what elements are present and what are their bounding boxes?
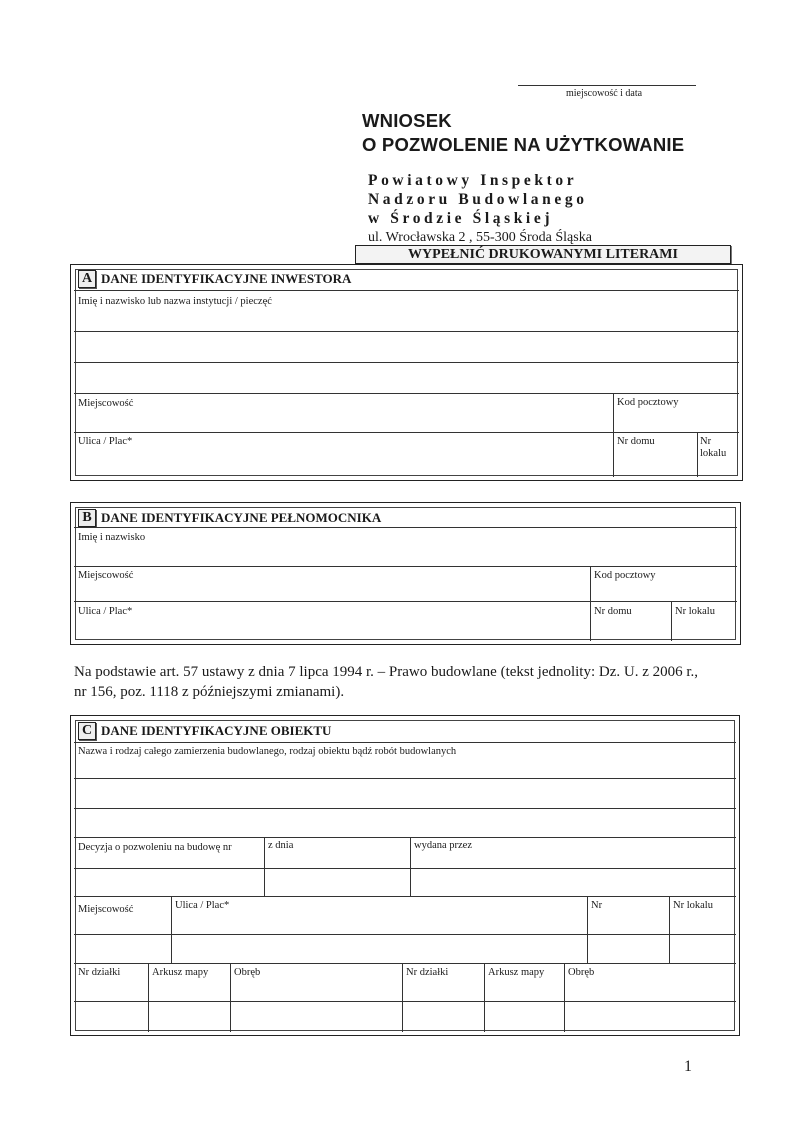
object-street-field[interactable]	[172, 897, 587, 963]
proxy-street-field[interactable]	[74, 602, 590, 641]
object-apt-no-label: Nr lokalu	[673, 900, 713, 911]
proxy-city-label: Miejscowość	[78, 570, 134, 581]
precinct-label-2: Obręb	[568, 967, 595, 978]
place-date-label: miejscowość i data	[566, 88, 643, 99]
investor-postal-field[interactable]	[614, 394, 739, 431]
map-sheet-label: Arkusz mapy	[152, 967, 209, 978]
investor-street-label: Ulica / Plac*	[78, 436, 133, 447]
address-mid-line	[74, 934, 736, 935]
authority-line3: w Środzie Śląskiej	[368, 210, 554, 227]
map-sheet-field[interactable]	[149, 964, 230, 1032]
page-number: 1	[684, 1058, 692, 1075]
map-sheet-label-2: Arkusz mapy	[488, 967, 545, 978]
project-line-1	[74, 778, 736, 779]
proxy-apt-no-field[interactable]	[672, 602, 737, 641]
investor-postal-label: Kod pocztowy	[617, 397, 679, 408]
object-no-label: Nr	[591, 900, 603, 911]
project-line-2	[74, 808, 736, 809]
object-apt-no-field[interactable]	[670, 897, 736, 963]
investor-name-line-2	[74, 362, 739, 363]
plot-no-label: Nr działki	[78, 967, 121, 978]
object-no-field[interactable]	[588, 897, 669, 963]
decision-mid-line	[74, 868, 736, 869]
investor-street-field[interactable]	[74, 433, 613, 477]
proxy-apt-no-label: Nr lokalu	[675, 606, 715, 617]
proxy-name-label: Imię i nazwisko	[78, 532, 146, 543]
instruction-banner: WYPEŁNIĆ DRUKOWANYMI LITERAMI	[355, 245, 731, 264]
authority-line1: Powiatowy Inspektor	[368, 172, 578, 189]
form-title-line1: WNIOSEK	[362, 110, 452, 131]
object-city-field[interactable]	[74, 897, 171, 963]
plot-mid-line	[74, 1001, 736, 1002]
form-title-line2: O POZWOLENIE NA UŻYTKOWANIE	[362, 134, 685, 155]
precinct-field-2[interactable]	[565, 964, 736, 1032]
proxy-street-label: Ulica / Plac*	[78, 606, 133, 617]
authority-street: ul. Wrocławska 2 , 55-300 Środa Śląska	[368, 230, 592, 245]
precinct-label: Obręb	[234, 967, 261, 978]
proxy-city-field[interactable]	[74, 567, 590, 601]
investor-name-label: Imię i nazwisko lub nazwa instytucji / pieczęć	[78, 296, 272, 307]
plot-no-label-2: Nr działki	[406, 967, 449, 978]
investor-name-line-1	[74, 331, 739, 332]
proxy-postal-label: Kod pocztowy	[594, 570, 656, 581]
section-c-title: DANE IDENTYFIKACYJNE OBIEKTU	[101, 723, 332, 738]
section-a-title: DANE IDENTYFIKACYJNE INWESTORA	[101, 271, 352, 286]
section-c-letter: C	[78, 722, 96, 740]
map-sheet-field-2[interactable]	[485, 964, 564, 1032]
plot-no-field[interactable]	[74, 964, 148, 1032]
investor-apt-no-field[interactable]	[698, 433, 739, 477]
project-field[interactable]	[74, 743, 736, 837]
authority-line2: Nadzoru Budowlanego	[368, 191, 588, 208]
section-b-letter: B	[78, 509, 96, 527]
legal-basis-text: Na podstawie art. 57 ustawy z dnia 7 lipca 1994 r. – Prawo budowlane (tekst jednolity: Dz. U. z 2006 r., nr 156, poz. 1118 z późniejszymi zmianami).	[74, 664, 699, 700]
investor-house-no-label: Nr domu	[617, 436, 655, 447]
plot-no-field-2[interactable]	[403, 964, 484, 1032]
investor-name-field[interactable]	[74, 291, 739, 393]
proxy-name-field[interactable]	[74, 528, 737, 566]
section-b-title: DANE IDENTYFIKACYJNE PEŁNOMOCNIKA	[101, 510, 382, 525]
decision-field[interactable]	[74, 838, 264, 896]
investor-city-field[interactable]	[74, 394, 613, 431]
precinct-field[interactable]	[231, 964, 402, 1032]
proxy-house-no-field[interactable]	[591, 602, 671, 641]
issued-by-label: wydana przez	[414, 840, 473, 851]
investor-apt-no-label-line1: Nr	[700, 436, 712, 447]
investor-house-no-field[interactable]	[614, 433, 697, 477]
decision-label: Decyzja o pozwoleniu na budowę nr	[78, 842, 232, 853]
investor-city-label: Miejscowość	[78, 398, 134, 409]
decision-date-label: z dnia	[268, 840, 294, 851]
object-city-label: Miejscowość	[78, 904, 134, 915]
decision-date-field[interactable]	[265, 838, 410, 896]
issued-by-field[interactable]	[411, 838, 736, 896]
object-street-label: Ulica / Plac*	[175, 900, 230, 911]
investor-apt-no-label-line2: lokalu	[700, 448, 727, 459]
proxy-house-no-label: Nr domu	[594, 606, 632, 617]
section-a-letter: A	[78, 270, 96, 288]
project-label: Nazwa i rodzaj całego zamierzenia budowlanego, rodzaj obiektu bądź robót budowlanych	[78, 746, 457, 757]
proxy-postal-field[interactable]	[591, 567, 737, 601]
place-date-line[interactable]	[518, 85, 696, 86]
